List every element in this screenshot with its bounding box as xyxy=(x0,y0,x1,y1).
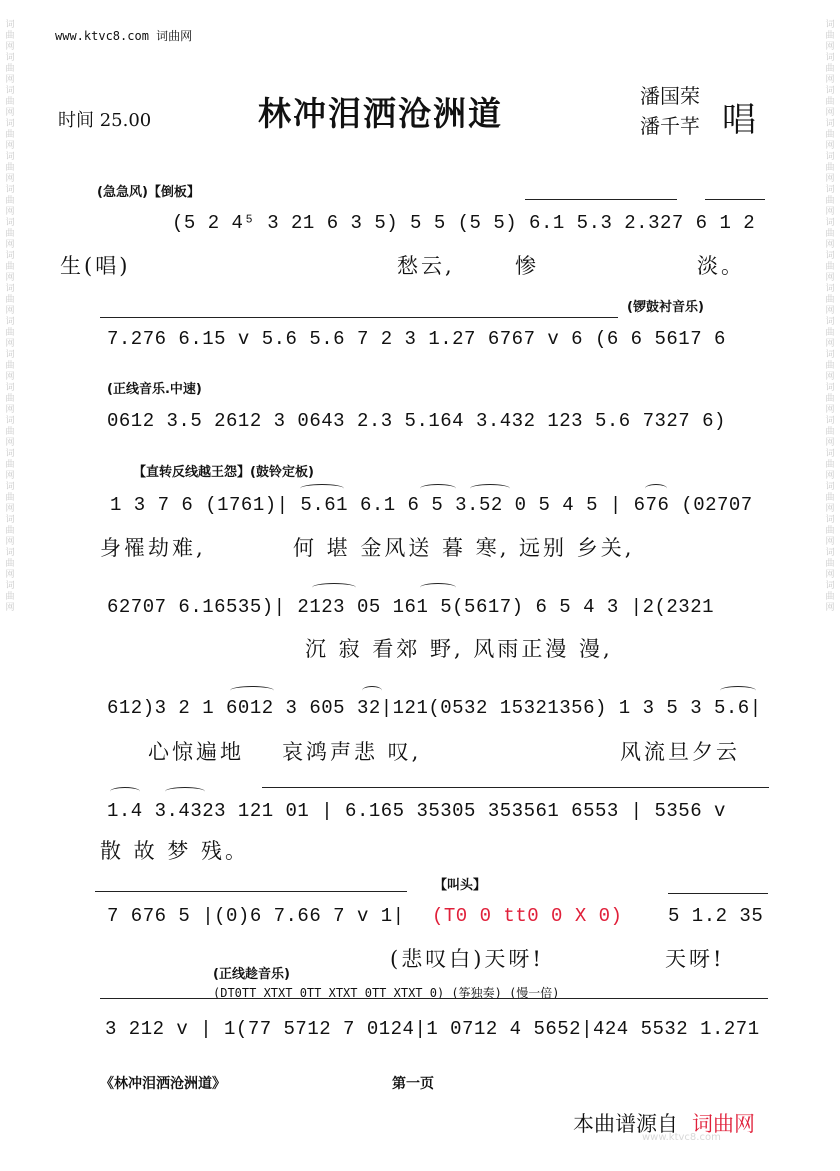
section-tag: 【叫头】 xyxy=(434,878,487,893)
lyric-line-1a: 愁云, xyxy=(397,254,455,278)
singer-name-2: 潘千芊 xyxy=(640,114,700,138)
lyric-line-1c: 淡。 xyxy=(697,254,745,278)
notation-line-4: 1 3 7 6 (1761)| 5.61 6.1 6 5 3.52 0 5 4 5 | 676 (02707 xyxy=(110,494,753,516)
song-title: 林冲泪洒沧洲道 xyxy=(258,94,503,133)
section-tag: (正线音乐.中速) xyxy=(107,382,202,397)
singer-name-1: 潘国荣 xyxy=(640,84,700,108)
slur-mark xyxy=(525,199,677,208)
side-watermark-left: 词曲网词曲网词曲网词曲网词曲网词曲网词曲网词曲网词曲网词曲网词曲网词曲网词曲网词曲网词曲网词曲网词曲网词曲网 xyxy=(5,20,15,613)
notation-line-3: 0612 3.5 2612 3 0643 2.3 5.164 3.432 123 5.6 7327 6) xyxy=(107,410,726,432)
side-watermark-right: 词曲网词曲网词曲网词曲网词曲网词曲网词曲网词曲网词曲网词曲网词曲网词曲网词曲网词曲网词曲网词曲网词曲网词曲网 xyxy=(825,20,835,613)
lyric-line-8b: 天呀! xyxy=(665,947,725,971)
site-label: www.ktvc8.com 词曲网 xyxy=(55,29,193,43)
page-number: 第一页 xyxy=(392,1076,434,1092)
slur-mark xyxy=(420,484,456,493)
lyric-line-4a: 身罹劫难, xyxy=(100,536,206,560)
slur-mark xyxy=(110,787,140,796)
notation-line-7: 1.4 3.4323 121 01 | 6.165 35305 353561 6553 | 5356 v xyxy=(107,800,726,822)
lyric-line-1b: 惨 xyxy=(515,254,539,278)
slur-mark xyxy=(95,891,407,900)
notation-line-8a: 7 676 5 |(0)6 7.66 7 v 1| xyxy=(107,905,405,927)
slur-mark xyxy=(100,998,768,1007)
notation-line-8c: 5 1.2 35 xyxy=(668,905,764,927)
slur-mark xyxy=(720,686,756,695)
lyric-line-6a: 心惊遍地 xyxy=(148,740,244,764)
notation-line-9: 3 212 v | 1(77 5712 7 0124|1 0712 4 5652|424 5532 1.271 xyxy=(105,1018,760,1040)
lyric-line-6b: 哀鸿声悲 叹, xyxy=(282,740,422,764)
source-prefix: 本曲谱源自 xyxy=(573,1112,678,1136)
slur-mark xyxy=(645,484,667,493)
notation-line-6: 612)3 2 1 6012 3 605 32|121(0532 15321356) 1 3 5 3 5.6| xyxy=(107,697,762,719)
slur-mark xyxy=(668,893,768,902)
footer-title: 《林冲泪洒沧洲道》 xyxy=(100,1076,226,1092)
source-url-watermark: www.ktvc8.com xyxy=(642,1132,721,1143)
notation-line-2: 7.276 6.15 v 5.6 5.6 7 2 3 1.27 6767 v 6 (6 6 5617 6 xyxy=(107,328,726,350)
slur-mark xyxy=(420,583,456,592)
slur-mark xyxy=(262,787,769,796)
percussion-line: (DT0TT XTXT 0TT XTXT 0TT XTXT 0) (筝独奏) (慢一倍) xyxy=(213,986,560,1000)
section-tag: (正线趁音乐) xyxy=(213,967,290,982)
slur-mark xyxy=(312,583,356,592)
lyric-line-5: 沉 寂 看郊 野, 风雨正漫 漫, xyxy=(305,637,613,661)
slur-mark xyxy=(362,686,382,695)
lyric-line-6c: 风流旦夕云 xyxy=(620,740,740,764)
sing-label: 唱 xyxy=(722,100,756,140)
slur-mark xyxy=(100,317,618,326)
notation-line-5: 62707 6.16535)| 2123 05 161 5(5617) 6 5 4 3 |2(2321 xyxy=(107,596,714,618)
lyric-line-4b: 何 堪 金风送 暮 寒, 远别 乡关, xyxy=(293,536,635,560)
notation-line-8b: (T0 0 tt0 0 X 0) xyxy=(432,905,623,927)
duration-label: 时间 25.00 xyxy=(58,110,152,131)
tempo-tag: (急急风)【倒板】 xyxy=(97,185,200,200)
slur-mark xyxy=(165,787,205,796)
slur-mark xyxy=(470,484,510,493)
slur-mark xyxy=(230,686,274,695)
source-brand-link[interactable]: 词曲网 xyxy=(692,1112,755,1136)
section-tag: 【直转反线越王怨】(鼓铃定板) xyxy=(133,465,314,480)
section-tag: (锣鼓衬音乐) xyxy=(627,300,704,315)
lyric-role: 生(唱) xyxy=(60,254,131,278)
slur-mark xyxy=(705,199,765,208)
lyric-line-8a: (悲叹白)天呀! xyxy=(390,947,544,971)
notation-line-1: (5 2 4⁵ 3 21 6 3 5) 5 5 (5 5) 6.1 5.3 2.327 6 1 2 xyxy=(172,212,756,234)
slur-mark xyxy=(300,484,344,493)
lyric-line-7: 散 故 梦 残。 xyxy=(100,839,250,863)
